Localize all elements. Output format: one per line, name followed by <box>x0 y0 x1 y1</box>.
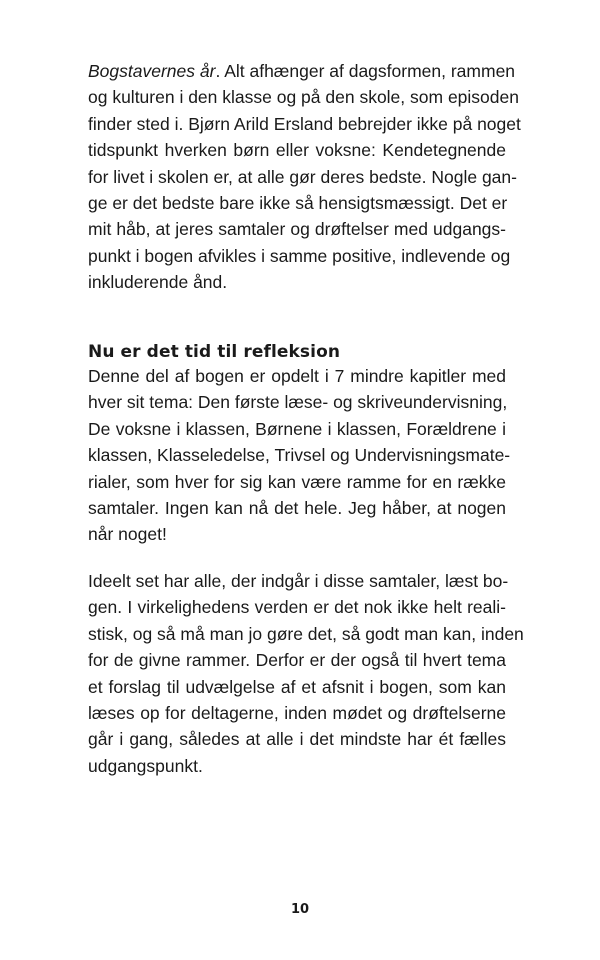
text-line: et forslag til udvælgelse af et afsnit i bogen, som kan <box>88 676 506 697</box>
text-line: udgangspunkt. <box>88 755 203 776</box>
paragraph-ideal <box>88 568 524 779</box>
text-line: læses op for deltagerne, inden mødet og drøftelserne <box>88 703 506 724</box>
text-line: inkluderende ånd. <box>88 272 228 293</box>
text-line: klassen, Klasseledelse, Trivsel og Undervisningsmate- <box>88 445 511 466</box>
text-line: for de givne rammer. Derfor er der også til hvert tema <box>88 650 506 671</box>
text-line: stisk, og så må man jo gøre det, så godt man kan, inden <box>88 623 524 644</box>
paragraph-intro <box>88 58 521 296</box>
text-line: når noget! <box>88 524 167 545</box>
text-line: ge er det bedste bare ikke så hensigtsmæssigt. Det er <box>88 193 508 214</box>
text-line: og kulturen i den klasse og på den skole, som episoden <box>88 87 519 108</box>
text-line: samtaler. Ingen kan nå det hele. Jeg håber, at nogen <box>88 498 506 519</box>
text-line: gen. I virkelighedens verden er det nok ikke helt reali- <box>88 597 506 618</box>
text-line: hver sit tema: Den første læse- og skriveundervisning, <box>88 392 508 413</box>
text-line: tidspunkt hverken børn eller voksne: Kendetegnende <box>88 140 506 161</box>
text-line: Bogstavernes år. Alt afhænger af dagsformen, rammen <box>88 61 516 81</box>
text-line: Ideelt set har alle, der indgår i disse samtaler, læst bo- <box>88 571 509 591</box>
text-line: for livet i skolen er, at alle gør deres bedste. Nogle gan- <box>88 166 517 187</box>
book-title: Bogstavernes år <box>88 61 216 81</box>
text-line: De voksne i klassen, Børnene i klassen, Forældrene i <box>88 418 506 439</box>
text-line: Denne del af bogen er opdelt i 7 mindre kapitler med <box>88 366 506 386</box>
text-line: går i gang, således at alle i det mindste har ét fælles <box>88 729 506 750</box>
text-line: finder sted i. Bjørn Arild Ersland bebrejder ikke på noget <box>88 113 521 134</box>
text-line: punkt i bogen afvikles i samme positive, indlevende og <box>88 245 511 266</box>
section-heading: Nu er det tid til refleksion <box>88 342 341 362</box>
paragraph-chapters <box>88 363 511 548</box>
text-line: mit håb, at jeres samtaler og drøftelser med udgangs- <box>88 219 506 240</box>
text-line: rialer, som hver for sig kan være ramme for en række <box>88 471 506 492</box>
page-number: 10 <box>290 902 310 917</box>
